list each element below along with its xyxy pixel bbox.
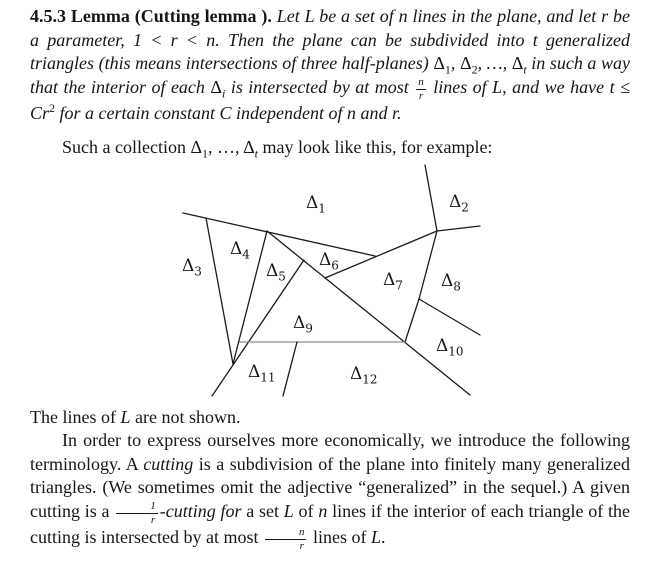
triangle-label: $\Delta_9$ — [293, 312, 313, 336]
delta-symbol: $\Delta_t$ — [243, 137, 258, 161]
triangle-label: $\Delta_3$ — [182, 255, 202, 279]
figure-line — [325, 231, 437, 278]
figure-line — [419, 299, 480, 335]
triangle-label: $\Delta_5$ — [266, 260, 286, 284]
terminology-paragraph: In order to express ourselves more economically, we introduce the following terminology. A cutting is a subdivision of the plane into finitely many generalized triangles. (We sometimes omit the adjective “generalized” in the sequel.) A given cutting is a $\frac{1}{r}$ -cutting for a set L of n lines if the interior of each triangle of the cutting is intersected by at most $\frac{n}{r}$ lines of L. — [30, 430, 631, 552]
figure-line — [425, 165, 437, 231]
delta-symbol: $\Delta_2$ — [460, 53, 478, 77]
figure-line — [419, 231, 437, 299]
triangle-label: $\Delta_1$ — [306, 192, 326, 216]
delta-symbol: $\Delta_1$ — [433, 53, 451, 77]
lemma-paragraph: 4.5.3 Lemma (Cutting lemma ). Let L be a set of n lines in the plane, and let r be a parameter, 1 < r < n. Then the plane can be subdivided into t generalized triangles (this means intersections of three half-planes) $\Delta_1$, $\Delta_2$, …, $\Delta_t$ in such a way that the interior of each $\Delta_i$ is intersected by at most $\frac{n}{r}$ lines of L, and we have $t \le Cr^2$ for a certain constant C independent of n and r. — [30, 6, 630, 123]
fraction: $\frac{n}{r}$ — [418, 75, 424, 102]
triangle-label: $\Delta_2$ — [449, 191, 469, 215]
fraction: $\frac{1}{r}$ — [116, 501, 158, 526]
delta-symbol: $\Delta_i$ — [210, 76, 226, 101]
triangle-label: $\Delta_6$ — [319, 249, 339, 273]
figure-svg — [30, 161, 630, 401]
triangle-label: $\Delta_{10}$ — [436, 335, 464, 359]
lines-not-shown: The lines of L are not shown. — [30, 406, 241, 427]
delta-symbol: $\Delta_t$ — [511, 53, 527, 77]
triangle-label: $\Delta_8$ — [441, 270, 461, 294]
delta-symbol: $\Delta_1$ — [190, 137, 209, 161]
triangle-label: $\Delta_7$ — [383, 269, 403, 293]
collection-intro: Such a collection $\Delta_1$, …, $\Delta_t$ may look like this, for example: — [62, 137, 493, 161]
cutting-figure — [30, 161, 630, 401]
figure-line — [206, 218, 233, 364]
triangle-label: $\Delta_{11}$ — [248, 361, 276, 385]
figure-line — [283, 342, 297, 396]
triangle-label: $\Delta_{12}$ — [350, 363, 378, 387]
triangle-label: $\Delta_4$ — [230, 238, 250, 262]
figure-line — [405, 299, 419, 342]
figure-line — [437, 226, 480, 231]
fraction: $\frac{n}{r}$ — [265, 527, 307, 552]
